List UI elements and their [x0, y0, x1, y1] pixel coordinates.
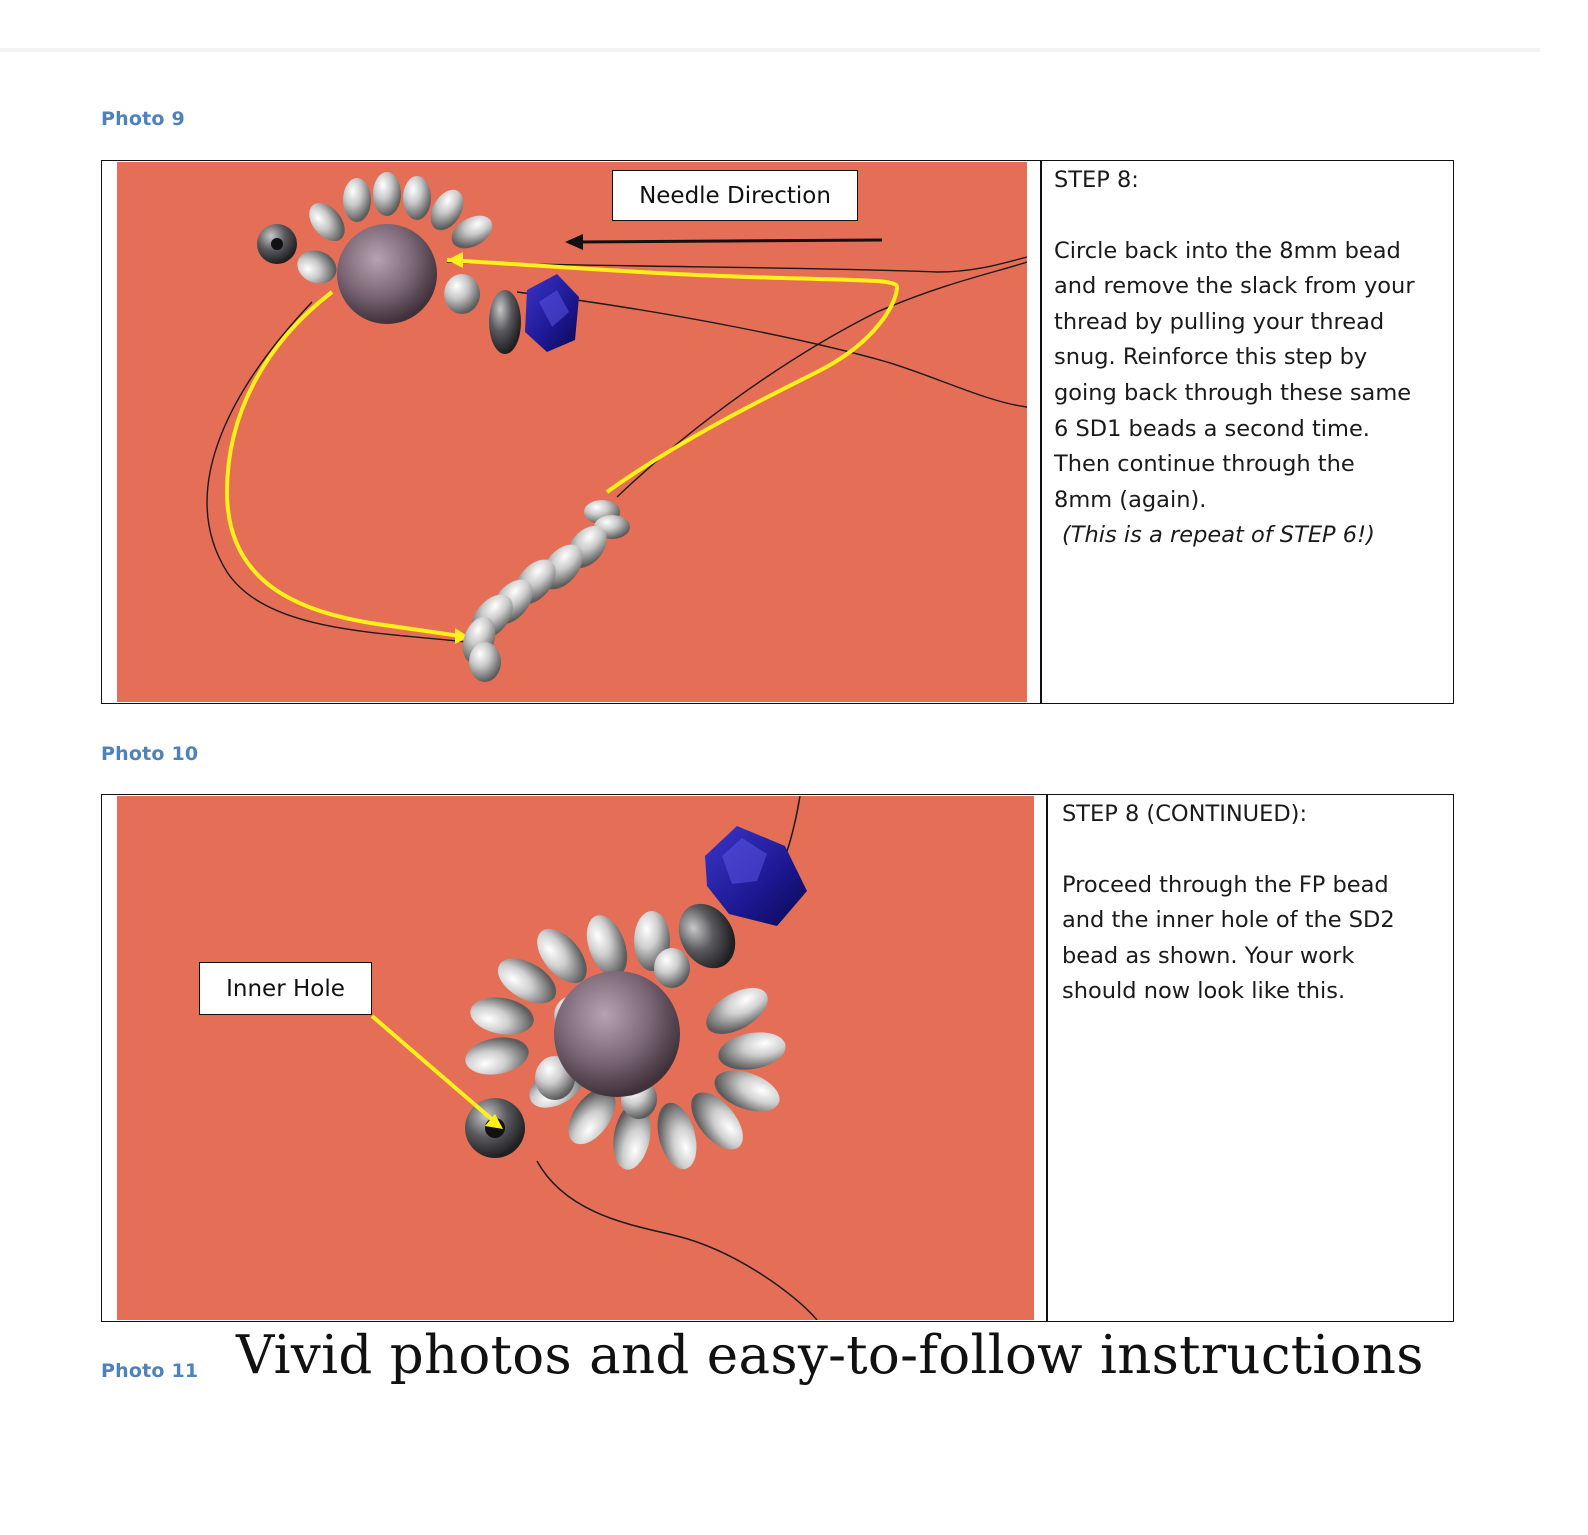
step-8-line: Then continue through the — [1054, 451, 1355, 478]
needle-direction-label: Needle Direction — [612, 170, 858, 221]
photo-11-caption: Photo 11 — [101, 1360, 199, 1382]
step-8-continued-line: Proceed through the FP bead — [1062, 871, 1389, 898]
step-8-continued-line: bead as shown. Your work — [1062, 942, 1355, 969]
step-8-line: thread by pulling your thread — [1054, 308, 1385, 335]
tagline: Vivid photos and easy-to-follow instructions — [236, 1325, 1424, 1386]
photo-10-caption: Photo 10 — [101, 743, 199, 765]
step-8-line: snug. Reinforce this step by — [1054, 344, 1368, 371]
step-8-line: and remove the slack from your — [1054, 273, 1415, 300]
top-rule — [0, 48, 1540, 52]
step-8-continued-line: and the inner hole of the SD2 — [1062, 907, 1395, 934]
photo-10-image — [117, 796, 1034, 1320]
step-8-text — [1054, 163, 1444, 554]
step-8-heading: STEP 8: — [1054, 167, 1139, 193]
step-8-continued-line: should now look like this. — [1062, 978, 1346, 1005]
step-8-line: 6 SD1 beads a second time. — [1054, 415, 1370, 442]
step-8-line: Circle back into the 8mm bead — [1054, 237, 1401, 264]
step-8-continued-divider — [1046, 794, 1048, 1322]
step-8-line: 8mm (again). — [1054, 486, 1207, 513]
step-8-line: going back through these same — [1054, 379, 1412, 406]
step-8-continued-heading: STEP 8 (CONTINUED): — [1062, 801, 1308, 827]
photo-9-image — [117, 162, 1027, 702]
step-8-divider — [1040, 160, 1042, 704]
photo-9-caption: Photo 9 — [101, 108, 185, 130]
step-8-note: (This is a repeat of STEP 6!) — [1062, 522, 1375, 549]
inner-hole-label: Inner Hole — [199, 962, 372, 1015]
step-8-continued-text — [1062, 797, 1442, 1010]
